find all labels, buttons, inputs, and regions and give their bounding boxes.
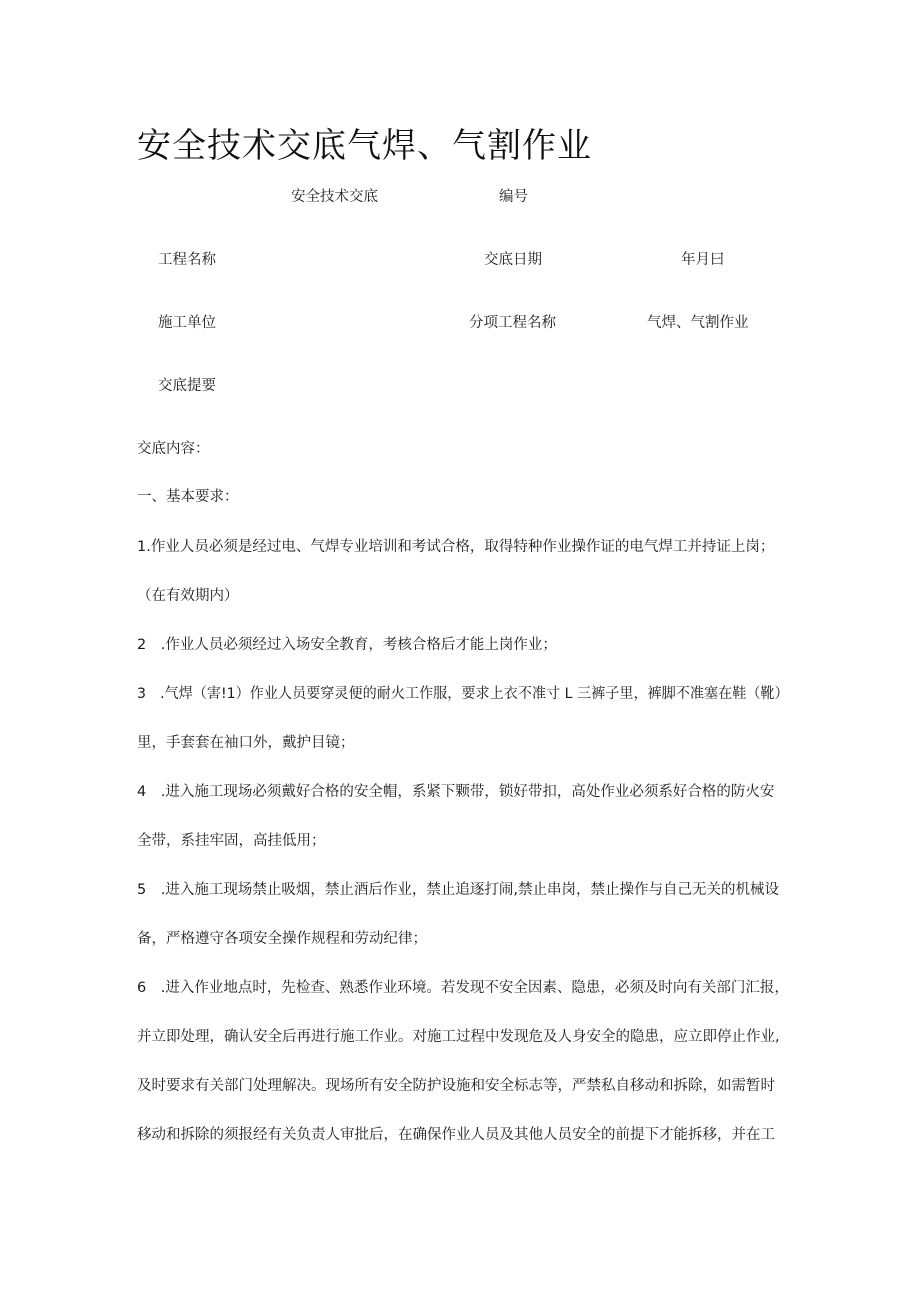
content-intro: 交底内容： [137,441,210,457]
subproject-value: 气焊、气割作业 [647,315,749,331]
content-line: 6 .进入作业地点时，先检查、熟悉作业环境。若发现不安全因素、隐患，必须及时向有关部门汇报， [137,980,789,996]
project-name-label: 工程名称 [158,252,216,268]
unit-label: 施工单位 [158,315,216,331]
content-line: 及时要求有关部门处理解决。现场所有安全防护设施和安全标志等，严禁私自移动和拆除，如需暂时 [137,1078,775,1094]
content-line: 1.作业人员必须是经过电、气焊专业培训和考试合格，取得特种作业操作证的电气焊工并持证上岗； [137,539,775,555]
document-title: 安全技术交底气焊、气割作业 [137,126,592,166]
content-line: 全带，系挂牢固，高挂低用； [137,833,326,849]
content-line: 2 .作业人员必须经过入场安全教育，考核合格后才能上岗作业； [137,637,557,653]
date-value: 年月曰 [681,252,725,268]
subproject-label: 分项工程名称 [469,315,556,331]
content-line: 备，严格遵守各项安全操作规程和劳动纪律； [137,931,427,947]
content-line: 5 .进入施工现场禁止吸烟，禁止酒后作业，禁止追逐打闹,禁止串岗，禁止操作与自己无关的机械设 [137,882,779,898]
content-line: 3 .气焊（害!1）作业人员要穿灵便的耐火工作服，要求上衣不准寸 L 三裤子里，裤脚不准塞在鞋（靴） [137,686,789,702]
number-label: 编号 [499,189,528,205]
content-line: 移动和拆除的须报经有关负责人审批后，在确保作业人员及其他人员安全的前提下才能拆移，并在工 [137,1127,775,1143]
content-line: 里，手套套在袖口外，戴护目镜； [137,735,355,751]
summary-label: 交底提要 [158,378,216,394]
section-heading: 一、基本要求： [137,489,239,505]
content-line: 并立即处理，确认安全后再进行施工作业。对施工过程中发现危及人身安全的隐患，应立即停止作业, [137,1029,780,1045]
content-line: 4 .进入施工现场必须戴好合格的安全帽，系紧下颗带，锁好带扣，高处作业必须系好合格的防火安 [137,784,775,800]
doc-type-label: 安全技术交底 [291,189,378,205]
date-label: 交底日期 [484,252,542,268]
content-line: （在有效期内） [137,588,239,604]
